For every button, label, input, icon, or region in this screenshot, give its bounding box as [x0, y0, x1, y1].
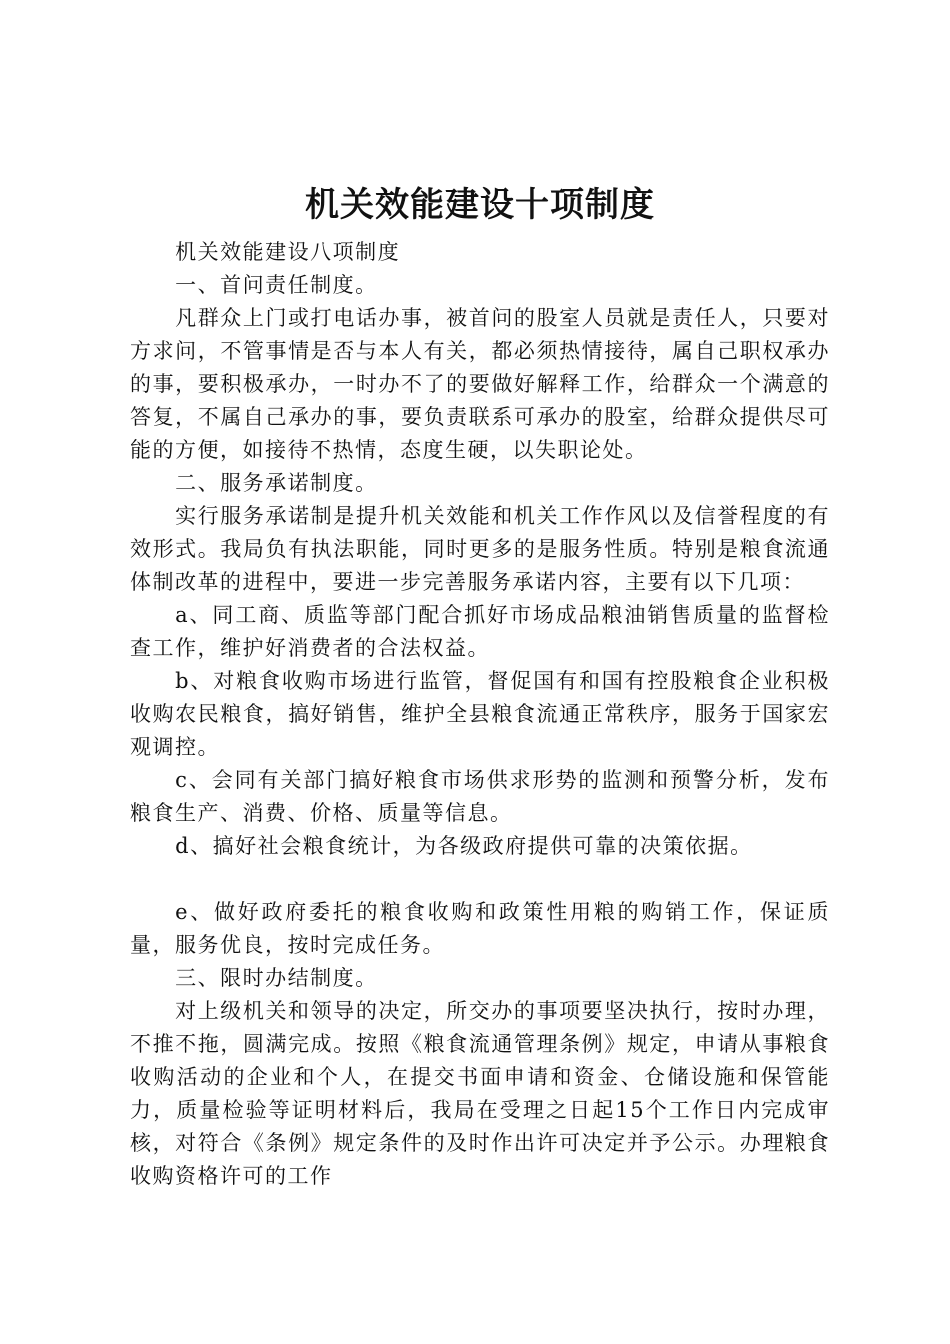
paragraph-item-b: b、对粮食收购市场进行监管，督促国有和国有控股粮食企业积极收购农民粮食，搞好销售，维护全县粮食流通正常秩序，服务于国家宏观调控。	[130, 669, 830, 759]
paragraph-body-1: 凡群众上门或打电话办事，被首问的股室人员就是责任人，只要对方求问，不管事情是否与本人有关，都必须热情接待，属自己职权承办的事，要积极承办，一时办不了的要做好解释工作，给群众一个满意的答复，不属自己承办的事，要负责联系可承办的股室，给群众提供尽可能的方便，如接待不热情，态度生硬，以失职论处。	[130, 306, 830, 462]
paragraph-item-d: d、搞好社会粮食统计，为各级政府提供可靠的决策依据。	[175, 834, 753, 858]
blank-line	[130, 863, 830, 896]
paragraph-heading-1: 一、首问责任制度。	[175, 273, 378, 297]
paragraph-body-3: 对上级机关和领导的决定，所交办的事项要坚决执行，按时办理，不推不拖，圆满完成。按照《粮食流通管理条例》规定，申请从事粮食收购活动的企业和个人，在提交书面申请和资金、仓储设施和保管能力，质量检验等证明材料后，我局在受理之日起15个工作日内完成审核，对符合《条例》规定条件的及时作出许可决定并予公示。办理粮食收购资格许可的工作	[130, 999, 830, 1188]
document-body	[130, 236, 830, 1193]
paragraph-item-a: a、同工商、质监等部门配合抓好市场成品粮油销售质量的监督检查工作，维护好消费者的合法权益。	[130, 603, 830, 660]
paragraph-heading-3: 三、限时办结制度。	[175, 966, 378, 990]
paragraph-item-e: e、做好政府委托的粮食收购和政策性用粮的购销工作，保证质量，服务优良，按时完成任务。	[130, 900, 830, 957]
paragraph-item-c: c、会同有关部门搞好粮食市场供求形势的监测和预警分析，发布粮食生产、消费、价格、质量等信息。	[130, 768, 830, 825]
paragraph-body-2: 实行服务承诺制是提升机关效能和机关工作作风以及信誉程度的有效形式。我局负有执法职能，同时更多的是服务性质。特别是粮食流通体制改革的进程中，要进一步完善服务承诺内容，主要有以下几项：	[130, 504, 830, 594]
document-title: 机关效能建设十项制度	[305, 185, 655, 225]
paragraph-subtitle: 机关效能建设八项制度	[175, 240, 401, 264]
paragraph-heading-2: 二、服务承诺制度。	[175, 471, 378, 495]
